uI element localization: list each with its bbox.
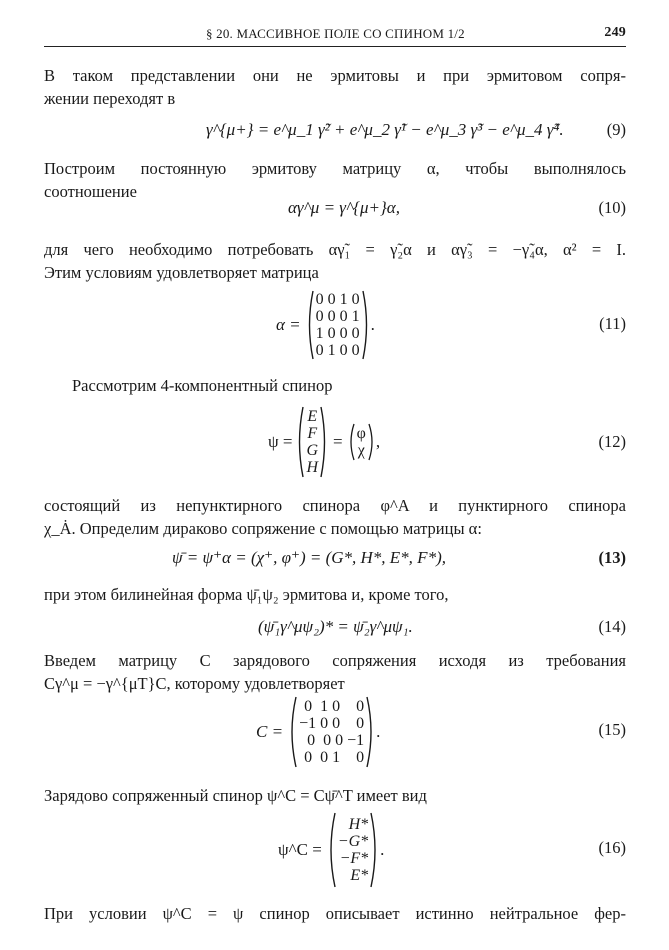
equation-10-formula: αγ^μ = γ^{μ+}α,: [288, 198, 400, 217]
page-number: 249: [604, 25, 626, 40]
psi-component-1: E: [307, 408, 318, 425]
alpha-matrix-row-4: 0 1 0 0: [315, 342, 360, 359]
charge-matrix-row-1: 0 1 0 0: [304, 698, 365, 715]
conjugate-spinor-component-1: H*: [348, 816, 369, 833]
charge-matrix-rows: [297, 698, 366, 766]
phi-chi-component-2: χ: [357, 442, 365, 459]
alpha-matrix-row-1: 0 0 1 0: [315, 291, 360, 308]
paragraph-5: [44, 494, 626, 540]
equation-11-number: (11): [599, 314, 626, 333]
left-paren-12b: [347, 423, 355, 461]
equation-12-number: (12): [598, 432, 626, 451]
right-paren-12: [320, 406, 329, 478]
equation-12-mid: =: [333, 432, 343, 451]
psi-component-rows: [304, 408, 320, 476]
paragraph-7-line-1: Введем матрицу C зарядового сопряжения исходя из требования: [44, 651, 626, 670]
equation-9-number: (9): [606, 120, 626, 139]
paragraph-1: [44, 64, 626, 110]
psi-component-2: F: [307, 425, 318, 442]
equation-15-lhs: C =: [256, 722, 284, 741]
charge-matrix-row-3: 0 0 0 −1: [307, 732, 365, 749]
paragraph-2-line-1: Построим постоянную эрмитову матрицу α, чтобы выполнялось: [44, 159, 626, 178]
conjugate-spinor-components: [336, 816, 370, 884]
left-paren-16: [326, 812, 336, 888]
equation-16-formula: ψ^C = H* −G* −F* E* .: [278, 812, 384, 888]
equation-15-formula: C = 0 1 0 0 −1 0 0 0 0 0 0 −1 0 0 1 0 .: [256, 698, 381, 766]
equation-15: [44, 694, 626, 768]
paragraph-9: [44, 902, 626, 925]
paragraph-8-line-1: Зарядово сопряженный спинор ψ^C = Cψ̄^T имеет вид: [44, 786, 427, 805]
phi-chi-rows: [355, 425, 368, 459]
paragraph-6: [44, 583, 626, 606]
charge-matrix-row-2: −1 0 0 0: [299, 715, 365, 732]
equation-9-formula: γ^{μ+} = e^μ_1 γ̃² + e^μ_2 γ̃¹ − e^μ_3 γ̃³ − e^μ_4 γ̃⁴.: [206, 120, 564, 139]
equation-12-lhs: ψ =: [268, 432, 293, 451]
charge-matrix-row-4: 0 0 1 0: [304, 749, 365, 766]
right-paren-12b: [368, 423, 376, 461]
psi-component-4: H: [306, 459, 319, 476]
equation-16: [44, 810, 626, 888]
paragraph-7: [44, 649, 626, 695]
equation-14: [44, 617, 626, 643]
equation-9: [44, 120, 626, 150]
alpha-matrix-rows: [314, 291, 362, 359]
equation-13-number: (13): [598, 548, 626, 567]
paragraph-3: [44, 238, 626, 284]
equation-12-formula: ψ = E F G H = φ χ ,: [268, 408, 381, 476]
right-paren-15: [366, 696, 376, 768]
paragraph-7-line-2: Cγ^μ = −γ^{μT}C, которому удовлетворяет: [44, 674, 345, 693]
left-paren-12: [295, 406, 304, 478]
equation-13: [44, 548, 626, 574]
equation-11-formula: α = 0 0 1 0 0 0 0 1 1 0 0 0 0 1 0 0 .: [276, 291, 375, 359]
charge-conjugation-matrix: [297, 698, 366, 766]
equation-16-lhs: ψ^C =: [278, 840, 322, 859]
paragraph-6-line-1: при этом билинейная форма ψ̄₁ψ₂ эрмитова и, кроме того,: [44, 585, 449, 604]
equation-13-formula: ψ̄ = ψ⁺α = (χ⁺, φ⁺) = (G*, H*, E*, F*),: [172, 548, 446, 567]
paragraph-8: [44, 784, 626, 807]
paragraph-3-line-1: для чего необходимо потребовать αγ̃₁ = γ̃₂α и αγ̃₃ = −γ̃₄α, α² = I.: [44, 240, 626, 259]
conjugate-spinor-component-4: E*: [350, 867, 369, 884]
phi-chi-component-1: φ: [356, 425, 366, 442]
paragraph-9-line-1: При условии ψ^C = ψ спинор описывает истинно нейтральное фер-: [44, 904, 626, 923]
paragraph-4-line-1: Рассмотрим 4-компонентный спинор: [72, 376, 333, 395]
equation-11: [44, 288, 626, 360]
phi-chi-components: [355, 425, 368, 459]
conjugate-spinor-component-3: −F*: [339, 850, 369, 867]
section-title: § 20. МАССИВНОЕ ПОЛЕ СО СПИНОМ 1/2: [206, 26, 465, 41]
right-paren-16: [370, 812, 380, 888]
alpha-matrix-row-2: 0 0 0 1: [315, 308, 360, 325]
running-head: [44, 24, 626, 47]
alpha-matrix: [314, 291, 362, 359]
equation-15-number: (15): [598, 720, 626, 739]
psi-component-3: G: [306, 442, 319, 459]
left-paren-11: [305, 290, 314, 360]
paragraph-5-line-2: χ_Ȧ. Определим дираково сопряжение с помощью матрицы α:: [44, 519, 482, 538]
conjugate-spinor-rows: [336, 816, 370, 884]
alpha-matrix-row-3: 1 0 0 0: [315, 325, 360, 342]
equation-12: [44, 404, 626, 480]
conjugate-spinor-component-2: −G*: [337, 833, 369, 850]
paragraph-1-line-1: В таком представлении они не эрмитовы и при эрмитовом сопря-: [44, 66, 626, 85]
equation-10: [44, 198, 626, 224]
equation-11-lhs: α =: [276, 315, 301, 334]
right-paren-11: [362, 290, 371, 360]
paragraph-2: [44, 157, 626, 203]
equation-16-number: (16): [598, 838, 626, 857]
paragraph-1-line-2: жении переходят в: [44, 89, 176, 108]
left-paren-15: [287, 696, 297, 768]
equation-10-number: (10): [598, 198, 626, 217]
paragraph-2-line-2: соотношение: [44, 182, 137, 201]
paragraph-3-line-2: Этим условиям удовлетворяет матрица: [44, 263, 319, 282]
paragraph-5-line-1: состоящий из непунктирного спинора φ^A и пунктирного спинора: [44, 496, 626, 515]
equation-14-formula: (ψ̄₁γ^μψ₂)* = ψ̄₂γ^μψ₁.: [258, 617, 413, 636]
paragraph-4: [44, 374, 626, 397]
equation-14-number: (14): [598, 617, 626, 636]
psi-components: [304, 408, 320, 476]
